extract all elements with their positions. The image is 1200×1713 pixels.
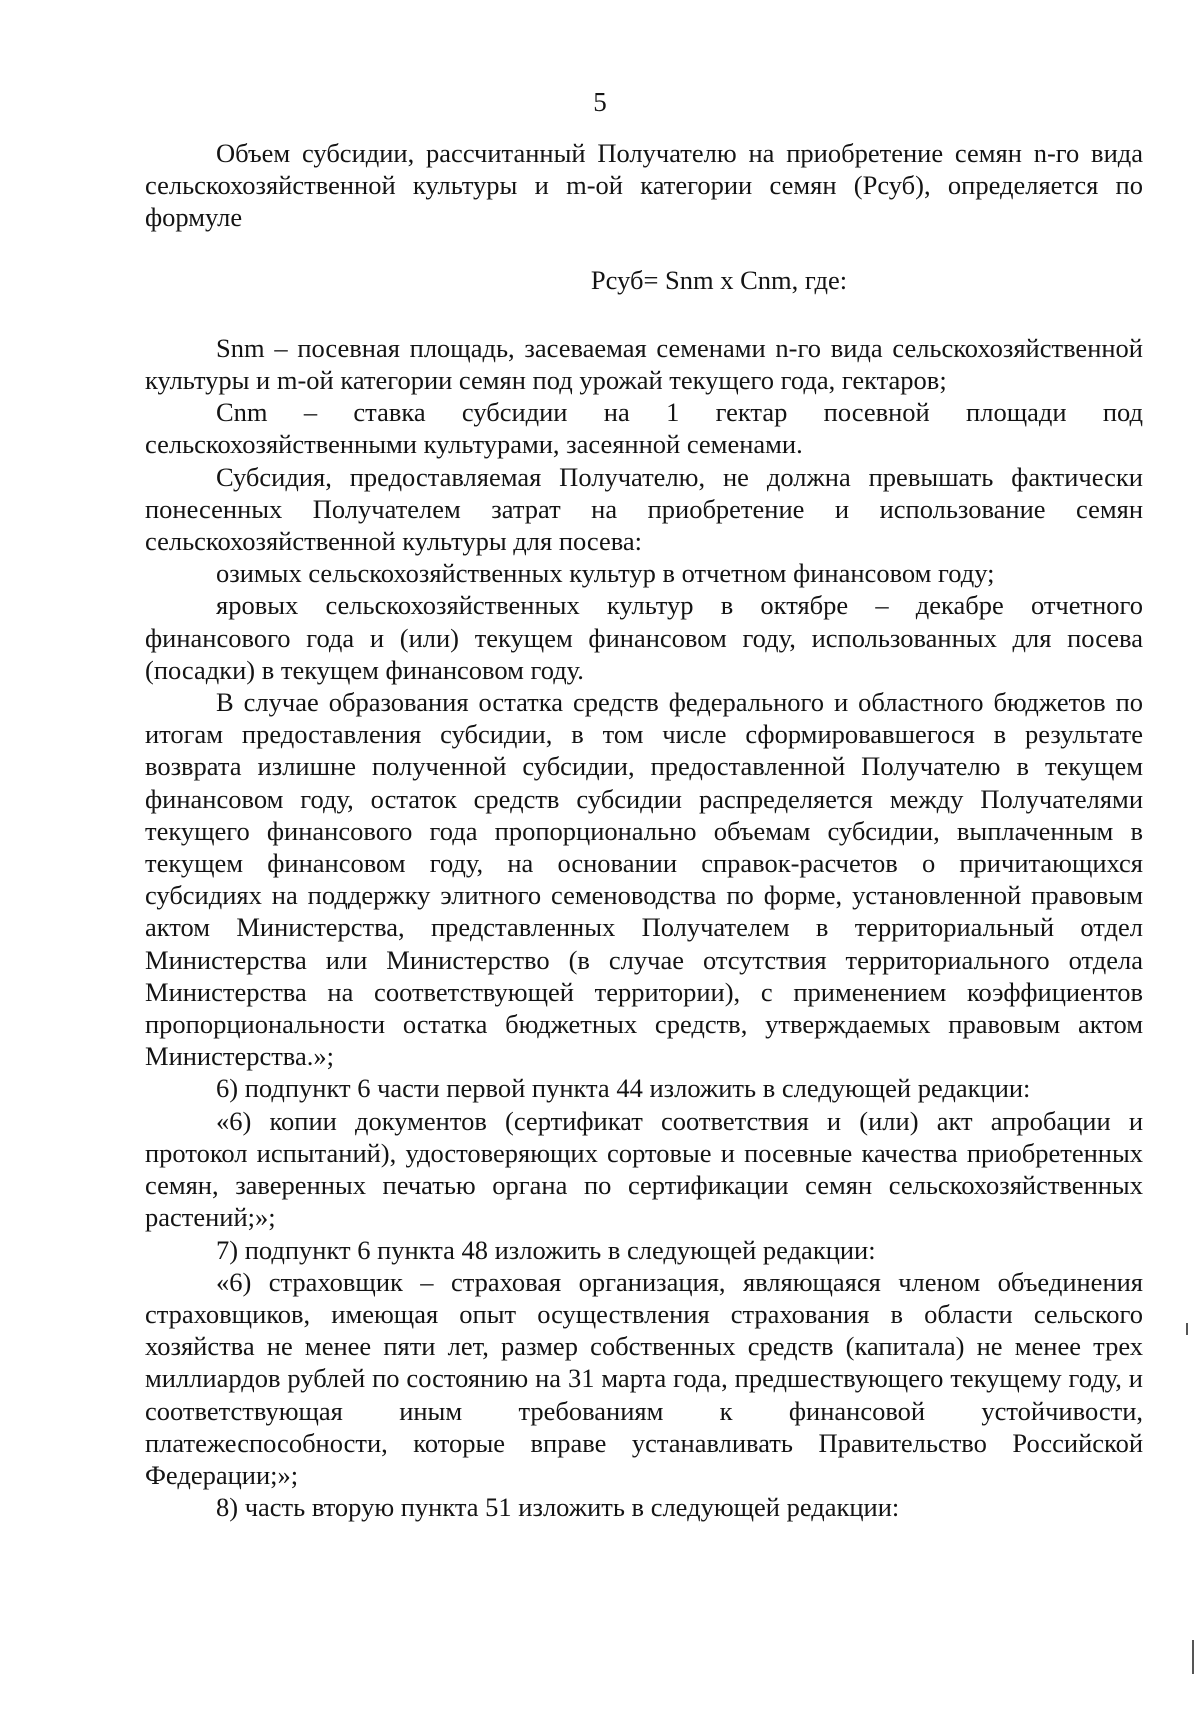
paragraph-budget-remainder: В случае образования остатка средств федерального и областного бюджетов по итогам предоставления субсидии, в том числе сформировавшегося в результате возврата излишне полученной субсидии, предоставленной Получателю в текущем финансовом году, остаток средств субсидии распределяется между Получателями текущего финансового года пропорционально объемам субсидии, выплаченным в текущем финансовом году, на основании справок-расчетов о причитающихся субсидиях на поддержку элитного семеноводства по форме, установленной правовым актом Министерства, представленных Получателем в территориальный отдел Министерства или Министерство (в случае отсутствия территориального отдела Министерства на соответствующей территории), с применением коэффициентов пропорциональности остатка бюджетных средств, утверждаемых правовым актом Министерства.»; (145, 687, 1143, 1072)
paragraph-cnm-definition: Cnm – ставка субсидии на 1 гектар посевной площади под сельскохозяйственными культурами, засеянной семенами. (145, 397, 1143, 460)
document-body (145, 137, 1143, 1523)
paragraph-winter-crops: озимых сельскохозяйственных культур в отчетном финансовом году; (216, 558, 995, 589)
scan-margin-mark (1186, 1323, 1188, 1335)
paragraph-snm-definition: Snm – посевная площадь, засеваемая семенами n-го вида сельскохозяйственной культуры и m-ой категории семян под урожай текущего года, гектаров; (145, 332, 1143, 396)
paragraph-amendment-6-text: «6) копии документов (сертификат соответствия и (или) акт апробации и протокол испытаний), удостоверяющих сортовые и посевные качества приобретенных семян, заверенных печатью органа по сертификации семян сельскохозяйственных растений;»; (145, 1105, 1143, 1233)
paragraph-amendment-8: 8) часть вторую пункта 51 изложить в следующей редакции: (216, 1492, 900, 1523)
paragraph-amendment-6: 6) подпункт 6 части первой пункта 44 изложить в следующей редакции: (216, 1073, 1031, 1104)
paragraph-amendment-7: 7) подпункт 6 пункта 48 изложить в следующей редакции: (216, 1234, 876, 1265)
formula: Рсуб= Snm x Cnm, где: (590, 264, 848, 295)
paragraph-subsidy-volume: Объем субсидии, рассчитанный Получателю на приобретение семян n-го вида сельскохозяйственной культуры и m-ой категории семян (Рсуб), определяется по формуле (145, 138, 1143, 233)
paragraph-amendment-7-text: «6) страховщик – страховая организация, являющаяся членом объединения страховщиков, имеющая опыт осуществления страхования в области сельского хозяйства не менее пяти лет, размер собственных средств (капитала) не менее трех миллиардов рублей по состоянию на 31 марта года, предшествующего текущему году, и соответствующая иным требованиям к финансовой устойчивости, платежеспособности, которые вправе устанавливать Правительство Российской Федерации;»; (145, 1266, 1143, 1490)
scan-margin-mark (1192, 1640, 1194, 1674)
page-number: 5 (593, 87, 607, 117)
paragraph-subsidy-limit: Субсидия, предоставляемая Получателю, не должна превышать фактически понесенных Получателем затрат на приобретение и использование семян сельскохозяйственной культуры для посева: (145, 461, 1143, 557)
paragraph-spring-crops: яровых сельскохозяйственных культур в октябре – декабре отчетного финансового года и (или) текущем финансовом году, использованных для посева (посадки) в текущем финансовом году. (145, 590, 1143, 685)
